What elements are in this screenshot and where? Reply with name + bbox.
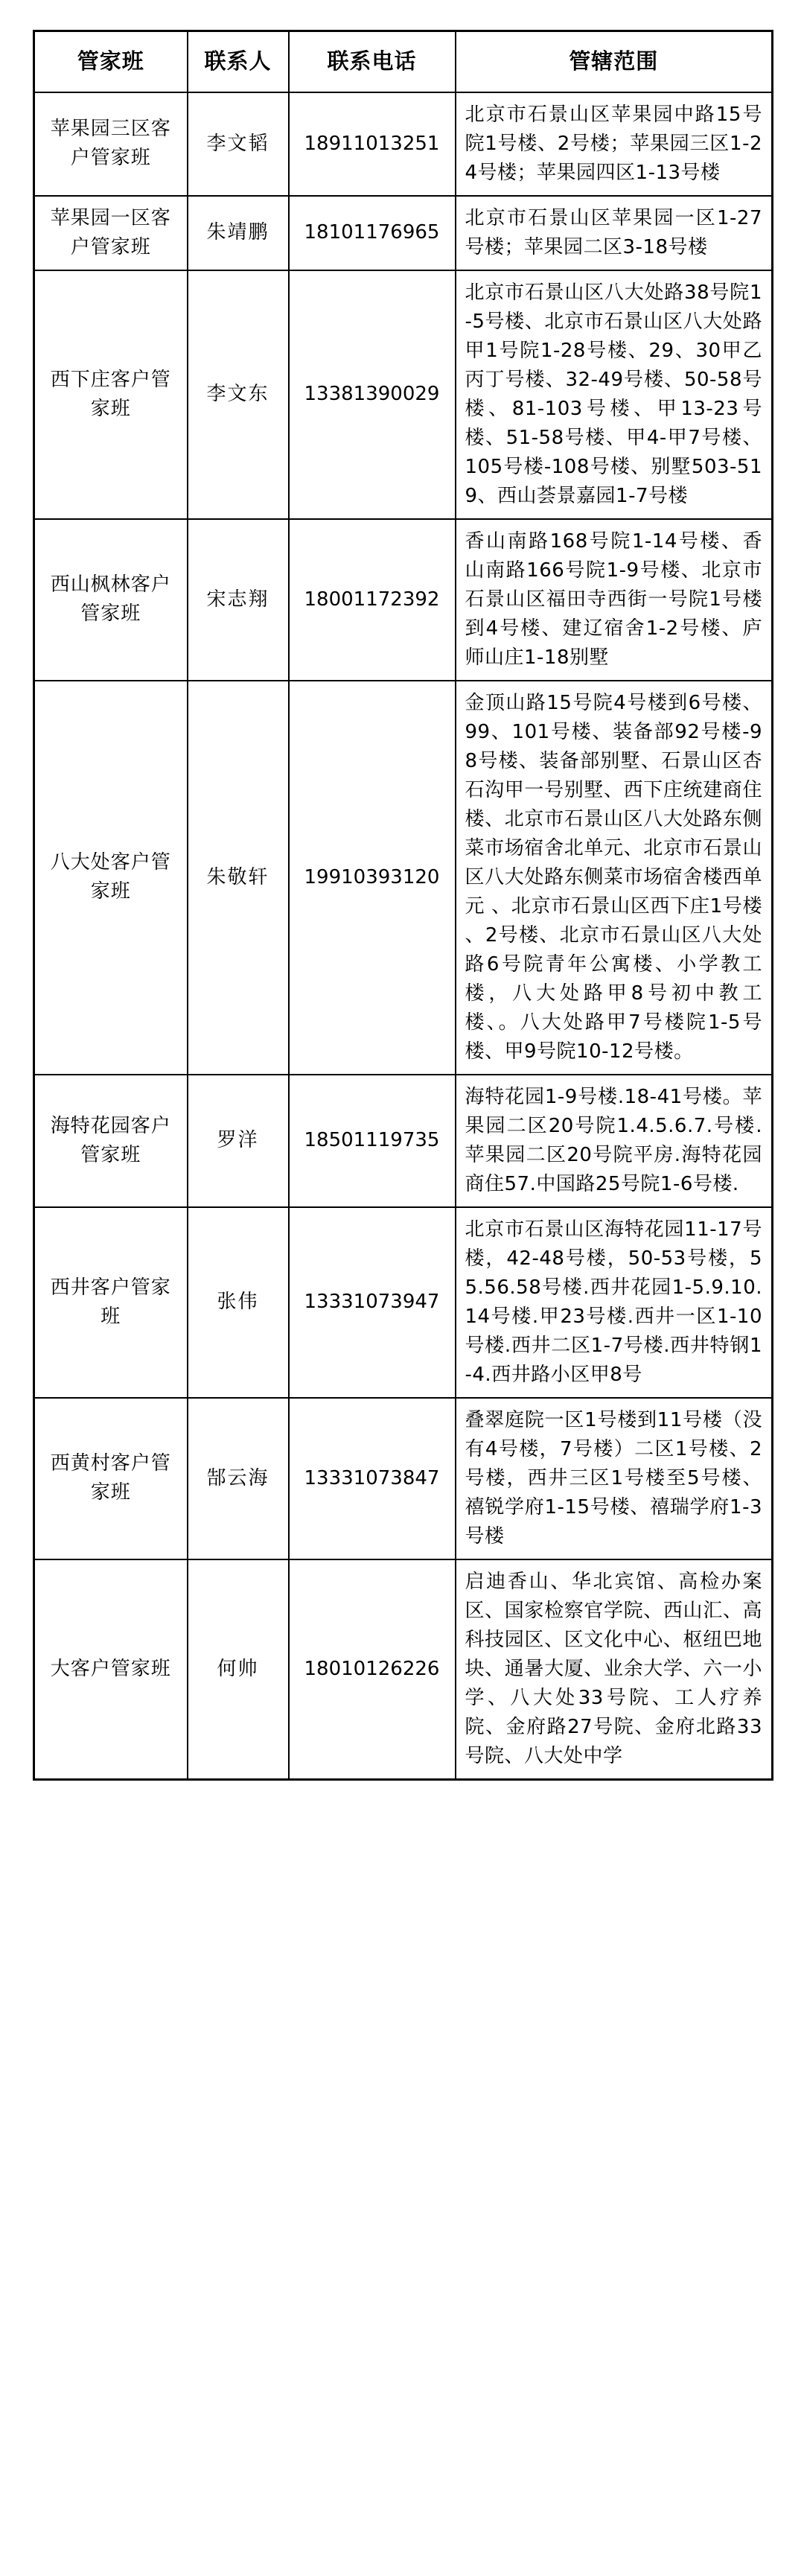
cell-team: 苹果园一区客户管家班: [34, 196, 188, 270]
table-row: [34, 1398, 773, 1559]
cell-phone: 19910393120: [289, 681, 456, 1075]
cell-team: 大客户管家班: [34, 1559, 188, 1780]
cell-person: 宋志翔: [188, 519, 289, 681]
cell-phone: 13331073847: [289, 1398, 456, 1559]
table-body: [34, 92, 773, 1780]
cell-person: 李文东: [188, 270, 289, 519]
cell-person: 朱敬轩: [188, 681, 289, 1075]
cell-phone: 13331073947: [289, 1207, 456, 1398]
cell-area: 北京市石景山区苹果园中路15号院1号楼、2号楼；苹果园三区1-24号楼；苹果园四区1-13号楼: [456, 92, 773, 196]
contact-table: [33, 30, 773, 1781]
cell-phone: 18501119735: [289, 1075, 456, 1207]
table-header: [34, 31, 773, 92]
table-row: [34, 1207, 773, 1398]
cell-team: 八大处客户管家班: [34, 681, 188, 1075]
cell-phone: 18911013251: [289, 92, 456, 196]
column-header-person: 联系人: [188, 31, 289, 92]
table-row: [34, 270, 773, 519]
column-header-phone: 联系电话: [289, 31, 456, 92]
cell-team: 西山枫林客户管家班: [34, 519, 188, 681]
cell-area: 金顶山路15号院4号楼到6号楼、99、101号楼、装备部92号楼-98号楼、装备部别墅、石景山区杏石沟甲一号别墅、西下庄统建商住楼、北京市石景山区八大处路东侧菜市场宿舍北单元、北京市石景山区八大处路东侧菜市场宿舍楼西单元 、北京市石景山区西下庄1号楼 、2号楼、北京市石景山区八大处路6号院青年公寓楼、小学教工楼，八大处路甲8号初中教工楼、。八大处路甲7号楼院1-5号楼、甲9号院10-12号楼。: [456, 681, 773, 1075]
cell-area: 启迪香山、华北宾馆、高检办案区、国家检察官学院、西山汇、高科技园区、区文化中心、枢纽巴地块、通暑大厦、业余大学、六一小学、八大处33号院、工人疗养院、金府路27号院、金府北路33号院、八大处中学: [456, 1559, 773, 1780]
cell-team: 西井客户管家班: [34, 1207, 188, 1398]
cell-team: 西下庄客户管家班: [34, 270, 188, 519]
cell-area: 叠翠庭院一区1号楼到11号楼（没有4号楼，7号楼）二区1号楼、2号楼，西井三区1号楼至5号楼、禧锐学府1-15号楼、禧瑞学府1-3号楼: [456, 1398, 773, 1559]
cell-person: 郜云海: [188, 1398, 289, 1559]
table-row: [34, 1559, 773, 1780]
cell-person: 朱靖鹏: [188, 196, 289, 270]
cell-team: 苹果园三区客户管家班: [34, 92, 188, 196]
table-row: [34, 519, 773, 681]
table-row: [34, 196, 773, 270]
table-row: [34, 1075, 773, 1207]
table-row: [34, 92, 773, 196]
cell-phone: 18101176965: [289, 196, 456, 270]
cell-person: 罗洋: [188, 1075, 289, 1207]
table-row: [34, 681, 773, 1075]
cell-phone: 18010126226: [289, 1559, 456, 1780]
cell-area: 北京市石景山区海特花园11-17号楼，42-48号楼，50-53号楼，55.56.58号楼.西井花园1-5.9.10.14号楼.甲23号楼.西井一区1-10号楼.西井二区1-7号楼.西井特钢1-4.西井路小区甲8号: [456, 1207, 773, 1398]
cell-area: 北京市石景山区八大处路38号院1-5号楼、北京市石景山区八大处路甲1号院1-28号楼、29、30甲乙丙丁号楼、32-49号楼、50-58号楼、81-103号楼、甲13-23号楼、51-58号楼、甲4-甲7号楼、105号楼-108号楼、别墅503-519、西山荟景嘉园1-7号楼: [456, 270, 773, 519]
column-header-area: 管辖范围: [456, 31, 773, 92]
cell-area: 香山南路168号院1-14号楼、香山南路166号院1-9号楼、北京市石景山区福田寺西街一号院1号楼到4号楼、建辽宿舍1-2号楼、庐师山庄1-18别墅: [456, 519, 773, 681]
cell-area: 北京市石景山区苹果园一区1-27号楼；苹果园二区3-18号楼: [456, 196, 773, 270]
cell-phone: 18001172392: [289, 519, 456, 681]
cell-team: 海特花园客户管家班: [34, 1075, 188, 1207]
cell-person: 李文韬: [188, 92, 289, 196]
cell-person: 何帅: [188, 1559, 289, 1780]
cell-person: 张伟: [188, 1207, 289, 1398]
cell-area: 海特花园1-9号楼.18-41号楼。苹果园二区20号院1.4.5.6.7.号楼.苹果园二区20号院平房.海特花园商住57.中国路25号院1-6号楼.: [456, 1075, 773, 1207]
cell-phone: 13381390029: [289, 270, 456, 519]
cell-team: 西黄村客户管家班: [34, 1398, 188, 1559]
table-header-row: [34, 31, 773, 92]
column-header-team: 管家班: [34, 31, 188, 92]
